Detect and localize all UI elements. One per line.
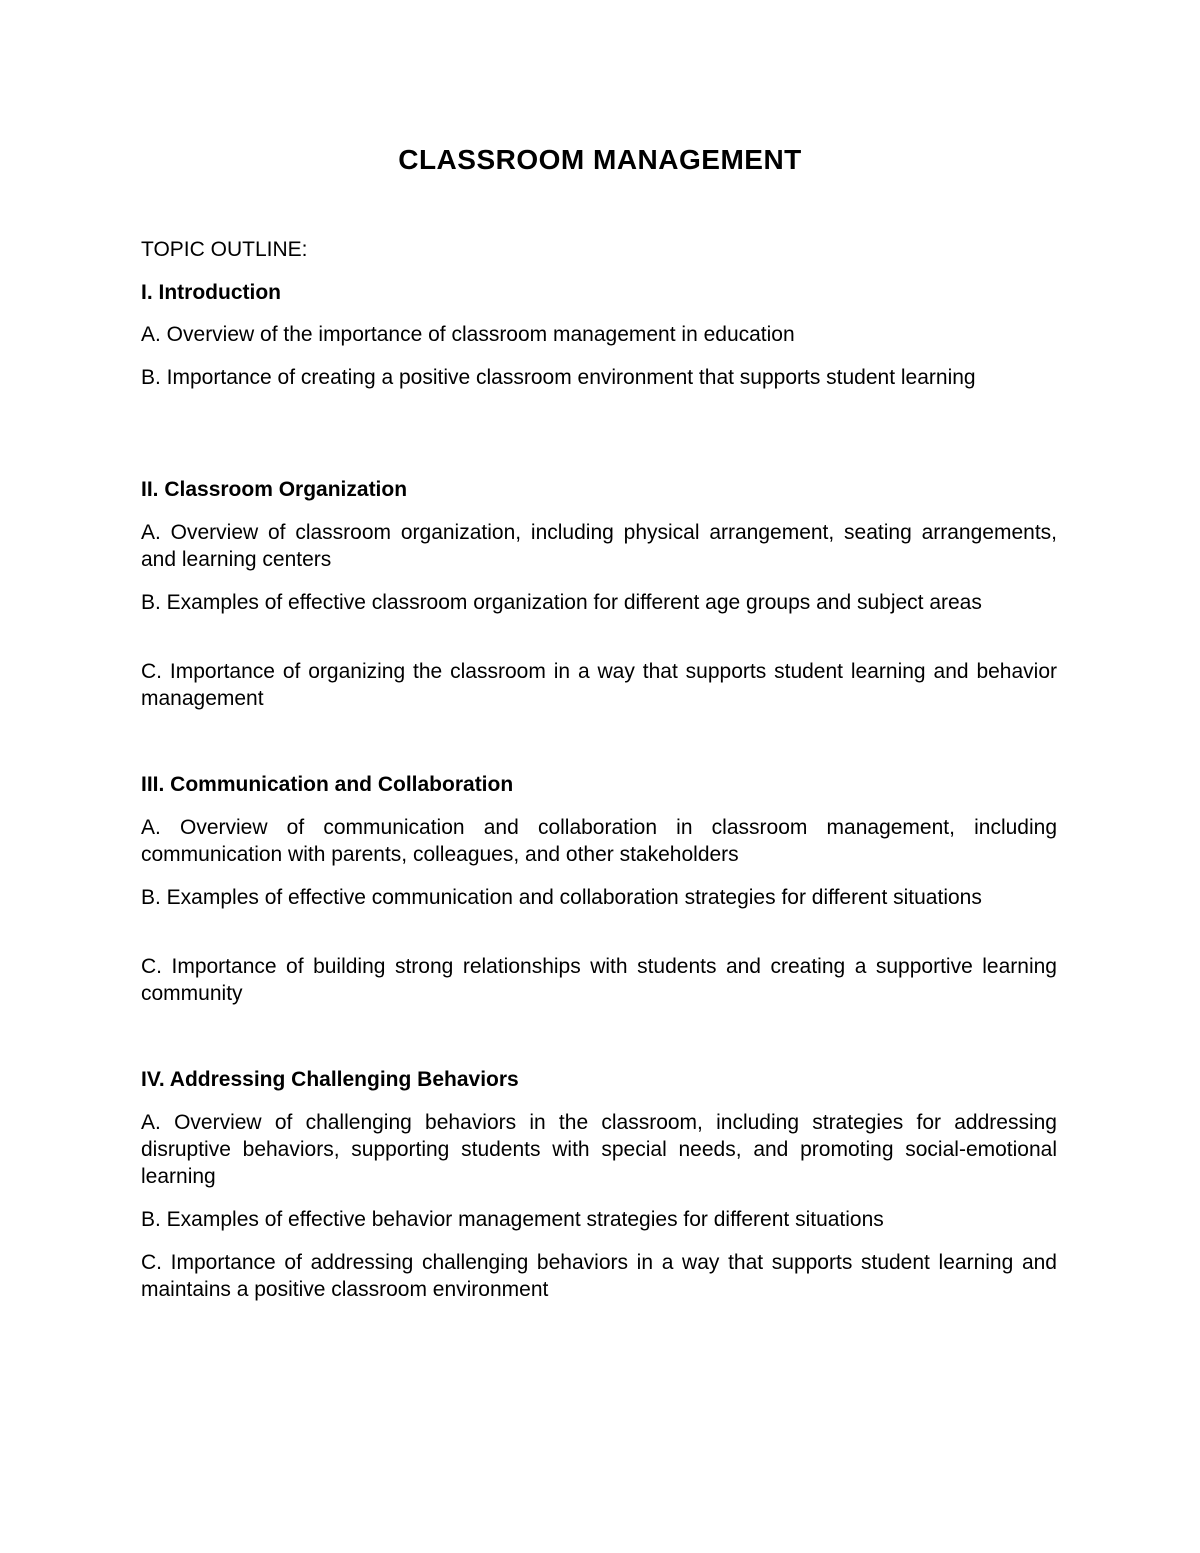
outline-item: B. Examples of effective behavior management strategies for different situations xyxy=(141,1208,884,1231)
outline-item: A. Overview of challenging behaviors in the classroom, including strategies for addressing disruptive behaviors, supporting students with special needs, and promoting social-emotional learning xyxy=(141,1111,1057,1188)
outline-item: B. Examples of effective communication and collaboration strategies for different situations xyxy=(141,886,982,909)
section-heading-communication-collaboration: III. Communication and Collaboration xyxy=(141,773,514,796)
outline-item: A. Overview of communication and collaboration in classroom management, including communication with parents, colleagues, and other stakeholders xyxy=(141,816,1057,866)
section-heading-classroom-organization: II. Classroom Organization xyxy=(141,478,408,501)
outline-item: C. Importance of organizing the classroom in a way that supports student learning and behavior management xyxy=(141,660,1057,710)
outline-item: A. Overview of classroom organization, including physical arrangement, seating arrangements, and learning centers xyxy=(141,521,1057,571)
section-heading-introduction: I. Introduction xyxy=(141,281,281,304)
section-heading-challenging-behaviors: IV. Addressing Challenging Behaviors xyxy=(141,1068,519,1091)
outline-item: C. Importance of building strong relationships with students and creating a supportive learning community xyxy=(141,955,1057,1005)
topic-outline-label: TOPIC OUTLINE: xyxy=(141,238,308,261)
outline-item: B. Importance of creating a positive classroom environment that supports student learning xyxy=(141,366,976,389)
outline-item: A. Overview of the importance of classroom management in education xyxy=(141,323,795,346)
document-title: CLASSROOM MANAGEMENT xyxy=(398,144,802,175)
outline-item: B. Examples of effective classroom organization for different age groups and subject areas xyxy=(141,591,982,614)
outline-item: C. Importance of addressing challenging behaviors in a way that supports student learning and maintains a positive classroom environment xyxy=(141,1251,1057,1301)
